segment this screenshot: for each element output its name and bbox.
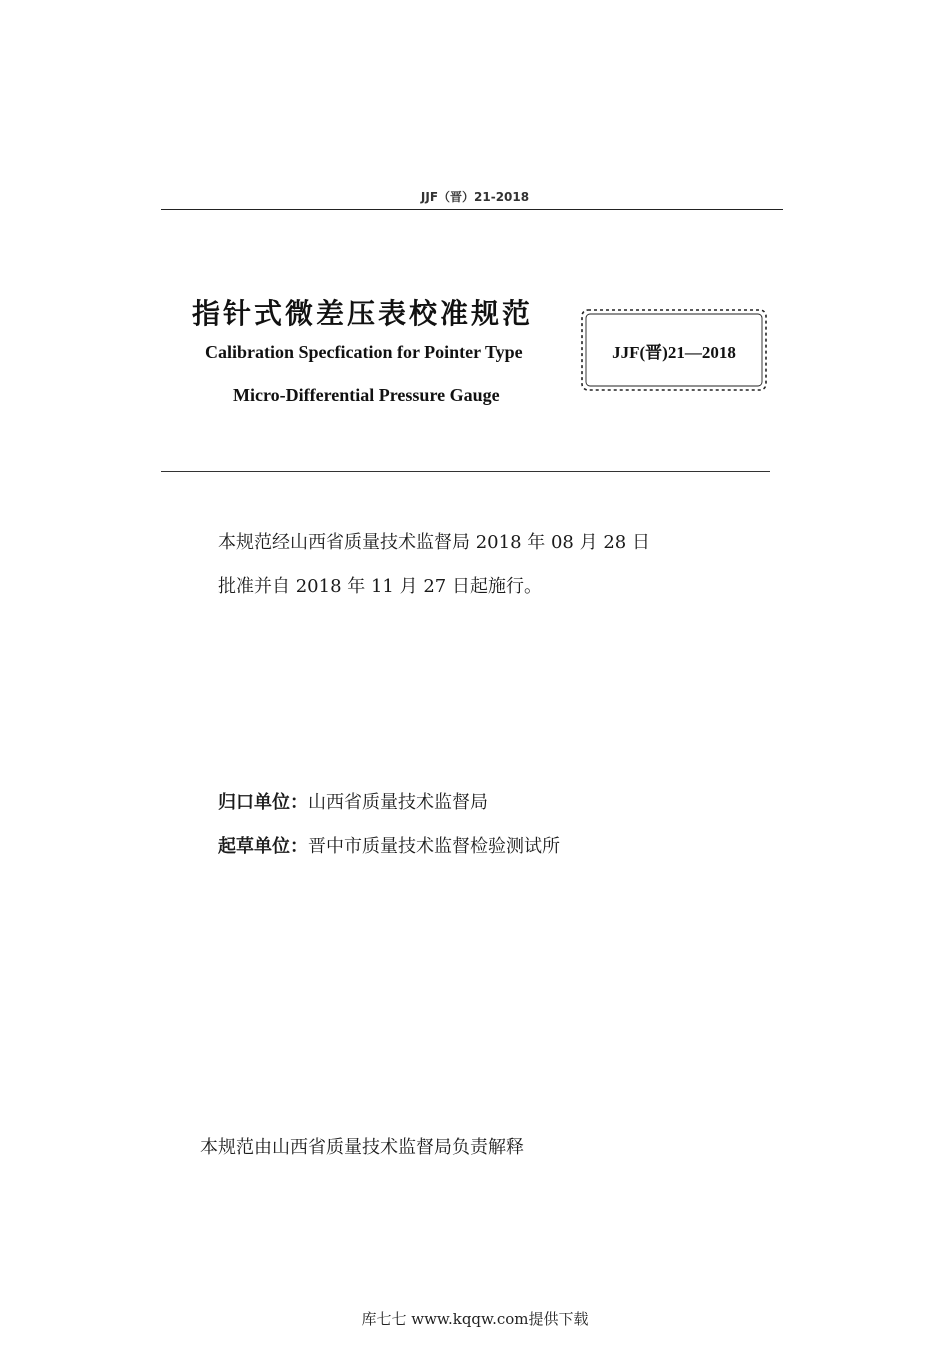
drafting-unit-value: 晋中市质量技术监督检验测试所	[308, 836, 560, 857]
header-divider	[161, 209, 783, 210]
responsible-unit-row	[218, 788, 488, 814]
download-source-footer: 库七七 www.kqqw.com提供下载	[361, 1310, 589, 1328]
drafting-unit-row	[218, 832, 560, 858]
drafting-unit-label: 起草单位：	[218, 836, 308, 857]
code-box-label: JJF(晋)21—2018	[612, 342, 736, 362]
title-divider	[161, 471, 770, 472]
title-english-line-1: Calibration Specfication for Pointer Type	[205, 342, 523, 362]
document-code-header: JJF（晋）21-2018	[420, 190, 530, 204]
title-english-line-2: Micro-Differential Pressure Gauge	[233, 385, 500, 405]
standard-code-box	[578, 306, 770, 394]
responsible-unit-label: 归口单位：	[218, 792, 308, 813]
approval-text-line-2: 批准并自 2018 年 11 月 27 日起施行。	[218, 576, 542, 597]
approval-text-line-1: 本规范经山西省质量技术监督局 2018 年 08 月 28 日	[218, 532, 650, 553]
title-chinese: 指针式微差压表校准规范	[192, 297, 534, 330]
interpretation-statement: 本规范由山西省质量技术监督局负责解释	[200, 1137, 524, 1158]
responsible-unit-value: 山西省质量技术监督局	[308, 792, 488, 813]
